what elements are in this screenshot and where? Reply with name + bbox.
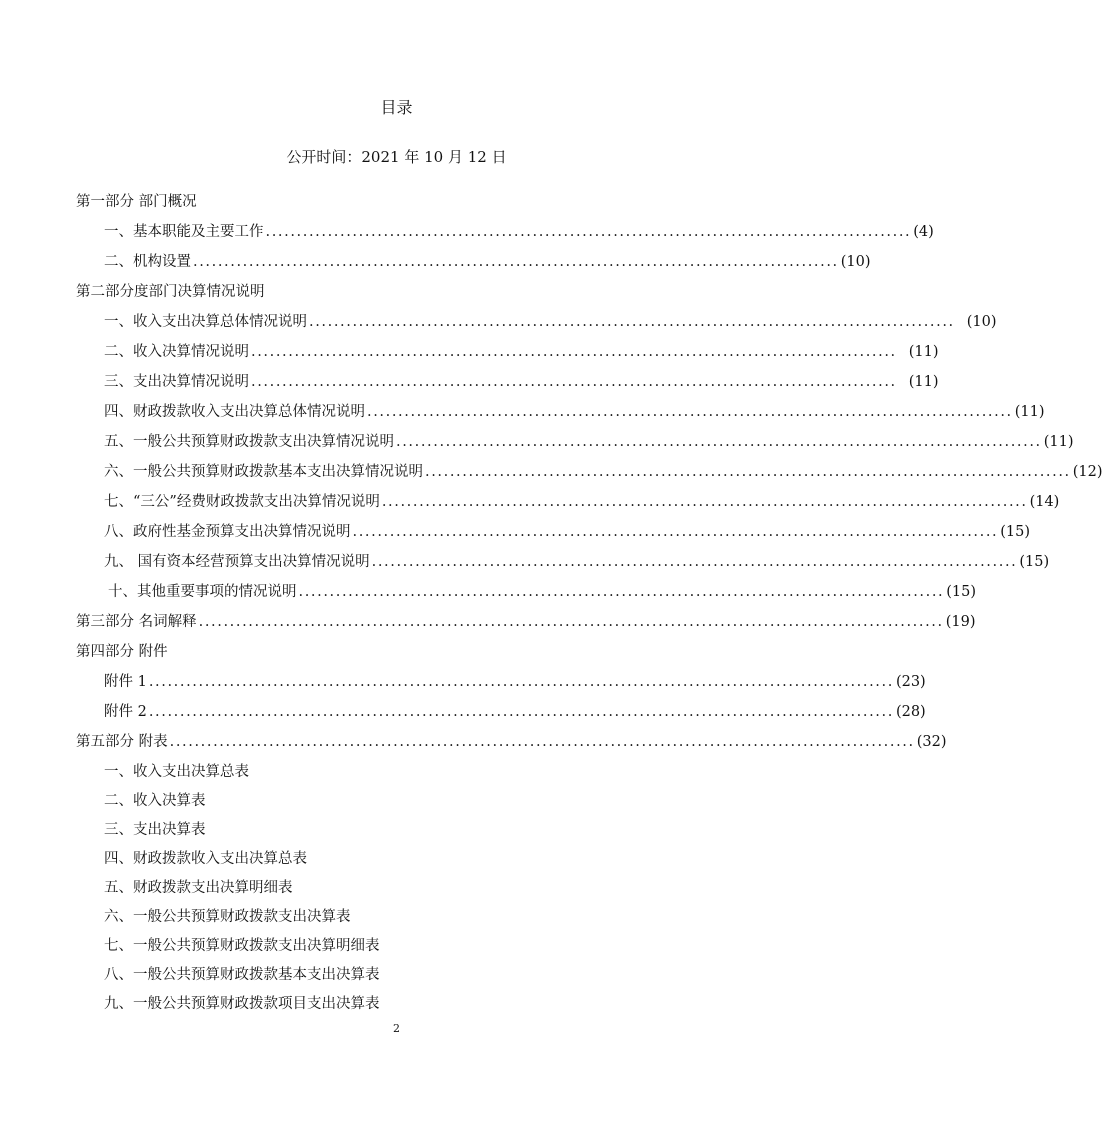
appendix-table-item [104, 789, 604, 813]
dot-leader: ........................................................................................................ [381, 494, 1028, 510]
appendix-table-item [104, 847, 604, 871]
toc-page: (19) [945, 614, 976, 630]
toc-entry[interactable] [104, 310, 997, 334]
toc-label: 第四部分 附件 [76, 644, 168, 660]
dot-leader: ........................................................................................................................ [198, 614, 944, 630]
toc-page: (10) [966, 314, 997, 330]
page-number: 2 [393, 1022, 400, 1035]
appendix-table-item [104, 876, 604, 900]
document-title: 目录 [380, 98, 413, 117]
dot-leader: ........................................................................................................ [193, 254, 839, 270]
toc-label: 三、支出决算表 [104, 822, 206, 838]
appendix-table-item [104, 963, 604, 987]
toc-label: 第二部分度部门决算情况说明 [76, 284, 265, 300]
toc-page: (11) [908, 344, 939, 360]
toc-entry[interactable] [104, 250, 871, 274]
toc-label: 九、一般公共预算财政拨款项目支出决算表 [104, 996, 380, 1012]
dot-leader: ........................................................................................................................ [148, 674, 894, 690]
toc-label: 一、收入支出决算总表 [104, 764, 249, 780]
toc-entry[interactable] [104, 550, 1050, 574]
toc-label: 四、财政拨款收入支出决算总体情况说明 [104, 404, 365, 420]
dot-leader: ........................................................................................................ [425, 464, 1071, 480]
toc-page: (32) [916, 734, 947, 750]
toc-entry[interactable] [104, 670, 926, 694]
toc-heading-part-2 [76, 280, 676, 304]
toc-label: 六、一般公共预算财政拨款支出决算表 [104, 909, 351, 925]
toc-heading-part-1 [76, 190, 676, 214]
toc-entry[interactable] [76, 730, 947, 754]
dot-leader: ........................................................................................................ [396, 434, 1042, 450]
publish-time: 公开时间：2021 年 10 月 12 日 [286, 148, 507, 166]
toc-label: 附件 2 [104, 704, 147, 720]
dot-leader: ........................................................................................................ [371, 554, 1018, 570]
toc-page: (28) [895, 704, 926, 720]
dot-leader: ........................................................................................................ [265, 224, 912, 240]
toc-label: 二、机构设置 [104, 254, 191, 270]
toc-entry[interactable] [104, 400, 1045, 424]
toc-page: (12) [1072, 464, 1103, 480]
toc-label: 一、收入支出决算总体情况说明 [104, 314, 307, 330]
toc-entry[interactable] [104, 370, 939, 394]
toc-label: 九、 国有资本经营预算支出决算情况说明 [104, 554, 370, 570]
toc-page: (10) [840, 254, 871, 270]
toc-page: (23) [895, 674, 926, 690]
toc-page: (4) [913, 224, 934, 240]
dot-leader: ........................................................................................................ [298, 584, 945, 600]
toc-page: (11) [1043, 434, 1074, 450]
toc-label: 三、支出决算情况说明 [104, 374, 249, 390]
toc-label: 附件 1 [104, 674, 147, 690]
toc-label: 第五部分 附表 [76, 734, 168, 750]
toc-page: (14) [1029, 494, 1060, 510]
toc-label: 二、收入决算表 [104, 793, 206, 809]
toc-label: 七、一般公共预算财政拨款支出决算明细表 [104, 938, 380, 954]
dot-leader: ........................................................................................................ [251, 344, 897, 360]
toc-entry[interactable] [104, 460, 1103, 484]
toc-page: (15) [946, 584, 977, 600]
toc-label: 十、其他重要事项的情况说明 [108, 584, 297, 600]
dot-leader: ........................................................................................................ [367, 404, 1013, 420]
toc-entry[interactable] [104, 520, 1031, 544]
toc-label: 八、一般公共预算财政拨款基本支出决算表 [104, 967, 380, 983]
appendix-table-item [104, 818, 604, 842]
toc-page: (11) [908, 374, 939, 390]
dot-leader: ........................................................................................................ [309, 314, 955, 330]
toc-label: 八、政府性基金预算支出决算情况说明 [104, 524, 351, 540]
toc-page: (15) [1000, 524, 1031, 540]
toc-entry[interactable] [104, 340, 939, 364]
toc-page: (15) [1019, 554, 1050, 570]
toc-entry[interactable] [108, 580, 977, 604]
appendix-table-item [104, 992, 604, 1016]
toc-heading-part-4 [76, 640, 676, 664]
toc-label: 六、一般公共预算财政拨款基本支出决算情况说明 [104, 464, 423, 480]
appendix-table-item [104, 934, 604, 958]
dot-leader: ........................................................................................................................ [148, 704, 894, 720]
toc-label: 四、财政拨款收入支出决算总表 [104, 851, 307, 867]
toc-entry[interactable] [76, 610, 976, 634]
toc-entry[interactable] [104, 700, 926, 724]
toc-label: 第三部分 名词解释 [76, 614, 197, 630]
toc-label: 二、收入决算情况说明 [104, 344, 249, 360]
dot-leader: ........................................................................................................ [251, 374, 897, 390]
toc-label: 七、“三公”经费财政拨款支出决算情况说明 [104, 494, 380, 510]
toc-label: 一、基本职能及主要工作 [104, 224, 264, 240]
toc-entry[interactable] [104, 490, 1060, 514]
toc-label: 第一部分 部门概况 [76, 194, 197, 210]
toc-entry[interactable] [104, 430, 1074, 454]
toc-label: 五、一般公共预算财政拨款支出决算情况说明 [104, 434, 394, 450]
toc-entry[interactable] [104, 220, 934, 244]
appendix-table-item [104, 905, 604, 929]
toc-page: (11) [1014, 404, 1045, 420]
dot-leader: ........................................................................................................................ [169, 734, 915, 750]
toc-label: 五、财政拨款支出决算明细表 [104, 880, 293, 896]
appendix-table-item [104, 760, 604, 784]
dot-leader: ........................................................................................................ [352, 524, 999, 540]
